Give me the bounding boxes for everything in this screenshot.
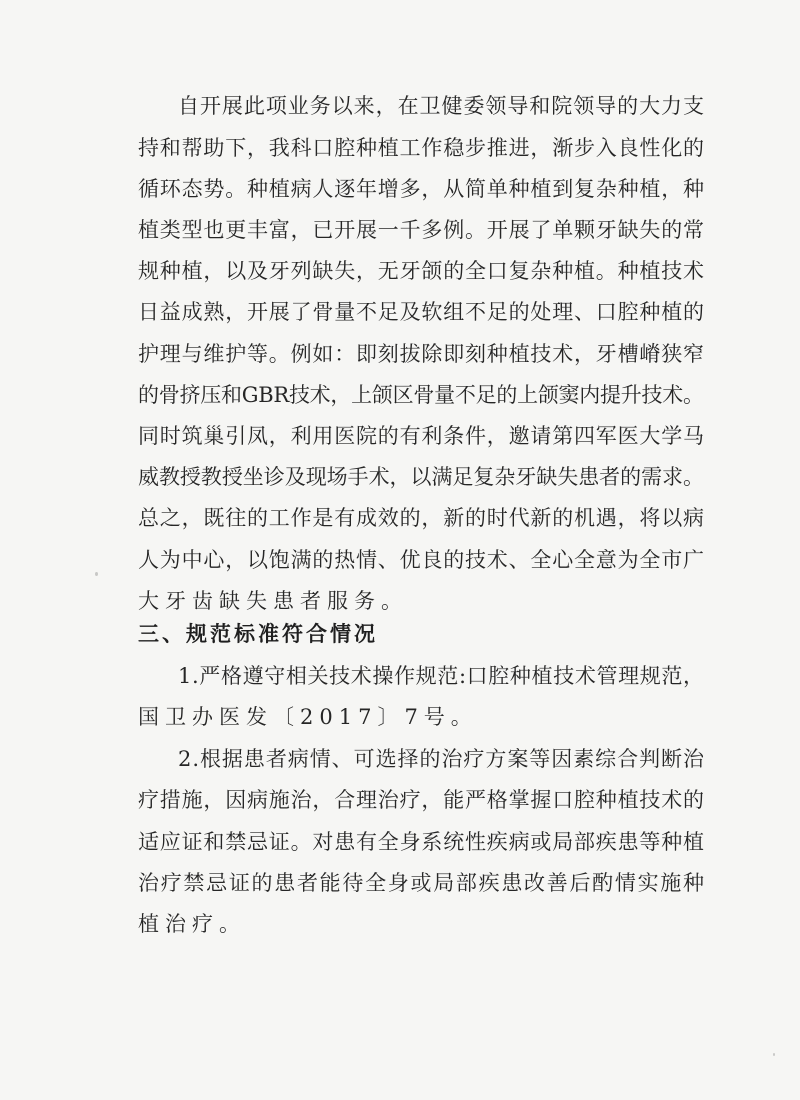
paragraph-1-line-3: 循环态势。种植病人逐年增多，从简单种植到复杂种植，种 <box>138 177 705 201</box>
paragraph-1-line-12: 人为中心，以饱满的热情、优良的技术、全心全意为全市广 <box>138 548 705 572</box>
paragraph-1-line-11: 总之，既往的工作是有成效的，新的时代新的机遇，将以病 <box>138 506 705 530</box>
paragraph-1-line-4: 植类型也更丰富，已开展一千多例。开展了单颗牙缺失的常 <box>138 218 705 242</box>
paragraph-1-line-1: 自开展此项业务以来，在卫健委领导和院领导的大力支 <box>178 94 705 118</box>
item-1-line-1: 1.严格遵守相关技术操作规范:口腔种植技术管理规范， <box>178 664 705 688</box>
item-2-line-3: 适应证和禁忌证。对患有全身系统性疾病或局部疾患等种植 <box>138 830 705 854</box>
paragraph-1-line-6: 日益成熟，开展了骨量不足及软组不足的处理、口腔种植的 <box>138 300 705 324</box>
item-2-line-5: 植治疗。 <box>138 912 246 936</box>
paragraph-1-line-8: 的骨挤压和GBR技术，上颌区骨量不足的上颌窦内提升技术。 <box>138 383 704 407</box>
paragraph-1-line-7: 护理与维护等。例如：即刻拔除即刻种植技术，牙槽嵴狭窄 <box>138 342 705 366</box>
paragraph-1-line-9: 同时筑巢引凤，利用医院的有利条件，邀请第四军医大学马 <box>138 424 705 448</box>
scan-speck <box>773 1053 775 1056</box>
paragraph-1-line-13: 大牙齿缺失患者服务。 <box>138 589 408 613</box>
paragraph-1-line-2: 持和帮助下，我科口腔种植工作稳步推进，渐步入良性化的 <box>138 136 705 160</box>
scan-speck <box>95 572 98 576</box>
item-2-line-4: 治疗禁忌证的患者能待全身或局部疾患改善后酌情实施种 <box>138 871 706 895</box>
item-2-line-1: 2.根据患者病情、可选择的治疗方案等因素综合判断治 <box>178 747 705 771</box>
section-heading: 三、规范标准符合情况 <box>138 622 378 646</box>
item-1-line-2: 国卫办医发〔2017〕7号。 <box>138 705 478 729</box>
paragraph-1-line-10: 威教授教授坐诊及现场手术，以满足复杂牙缺失患者的需求。 <box>138 465 704 489</box>
item-2-line-2: 疗措施，因病施治，合理治疗，能严格掌握口腔种植技术的 <box>138 788 705 812</box>
paragraph-1-line-5: 规种植，以及牙列缺失，无牙颌的全口复杂种植。种植技术 <box>138 259 705 283</box>
